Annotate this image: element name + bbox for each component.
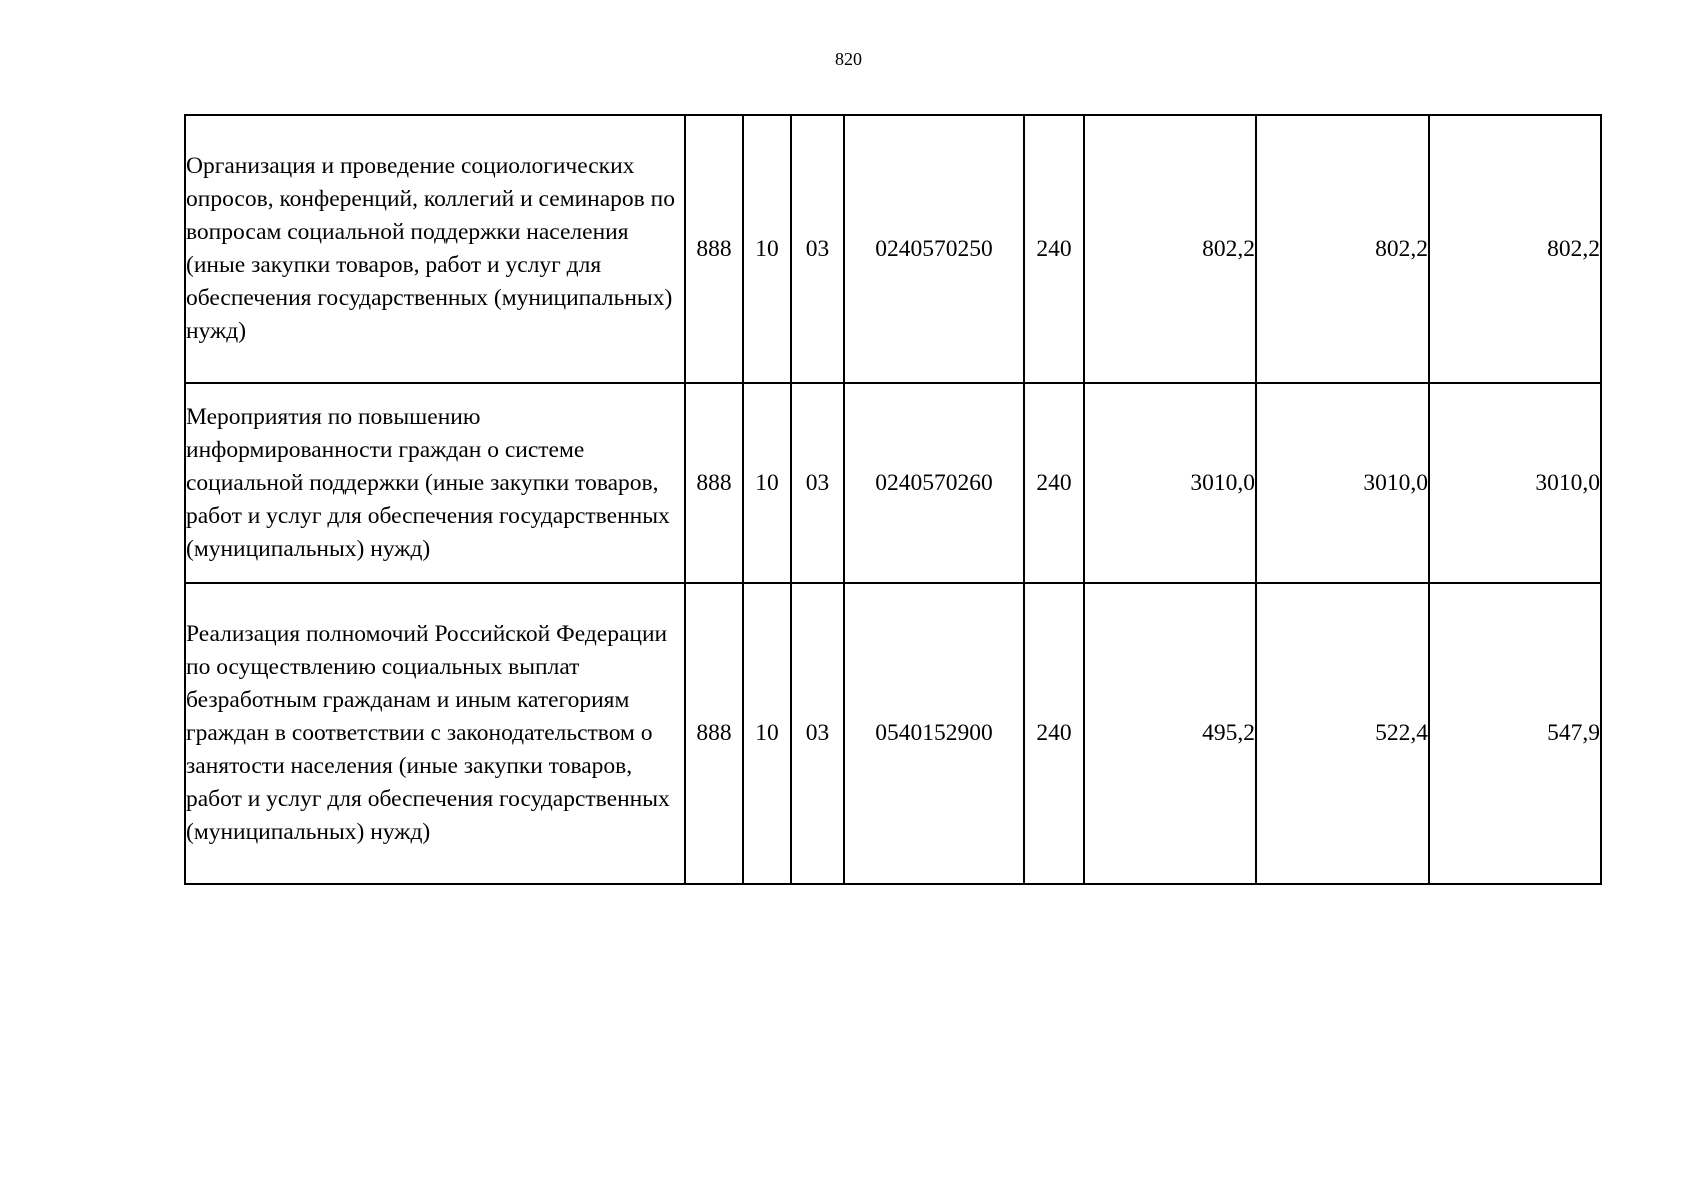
amount-cell: 802,2 xyxy=(1256,115,1429,383)
amount-cell: 802,2 xyxy=(1084,115,1256,383)
row-description: Мероприятия по повышению информированности граждан о системе социальной поддержки (иные закупки товаров, работ и услуг для обеспечения государственных (муниципальных) нужд) xyxy=(185,383,685,583)
expense-type-code: 240 xyxy=(1024,583,1084,884)
subsection-code: 03 xyxy=(791,583,844,884)
row-description: Реализация полномочий Российской Федерации по осуществлению социальных выплат безработным гражданам и иным категориям граждан в соответствии с законодательством о занятости населения (иные закупки товаров, работ и услуг для обеспечения государственных (муниципальных) нужд) xyxy=(185,583,685,884)
table-row xyxy=(185,383,1601,583)
target-article-code: 0240570250 xyxy=(844,115,1024,383)
ministry-code: 888 xyxy=(685,383,743,583)
amount-cell: 802,2 xyxy=(1429,115,1601,383)
subsection-code: 03 xyxy=(791,115,844,383)
expense-type-code: 240 xyxy=(1024,115,1084,383)
amount-cell: 495,2 xyxy=(1084,583,1256,884)
amount-cell: 522,4 xyxy=(1256,583,1429,884)
target-article-code: 0540152900 xyxy=(844,583,1024,884)
table-row xyxy=(185,115,1601,383)
target-article-code: 0240570260 xyxy=(844,383,1024,583)
amount-cell: 547,9 xyxy=(1429,583,1601,884)
amount-cell: 3010,0 xyxy=(1084,383,1256,583)
ministry-code: 888 xyxy=(685,115,743,383)
budget-table xyxy=(184,114,1602,885)
amount-cell: 3010,0 xyxy=(1429,383,1601,583)
page-number: 820 xyxy=(835,49,862,69)
amount-cell: 3010,0 xyxy=(1256,383,1429,583)
section-code: 10 xyxy=(743,383,791,583)
expense-type-code: 240 xyxy=(1024,383,1084,583)
section-code: 10 xyxy=(743,583,791,884)
ministry-code: 888 xyxy=(685,583,743,884)
row-description: Организация и проведение социологических опросов, конференций, коллегий и семинаров по вопросам социальной поддержки населения (иные закупки товаров, работ и услуг для обеспечения государственных (муниципальных) нужд) xyxy=(185,115,685,383)
section-code: 10 xyxy=(743,115,791,383)
table-row xyxy=(185,583,1601,884)
subsection-code: 03 xyxy=(791,383,844,583)
